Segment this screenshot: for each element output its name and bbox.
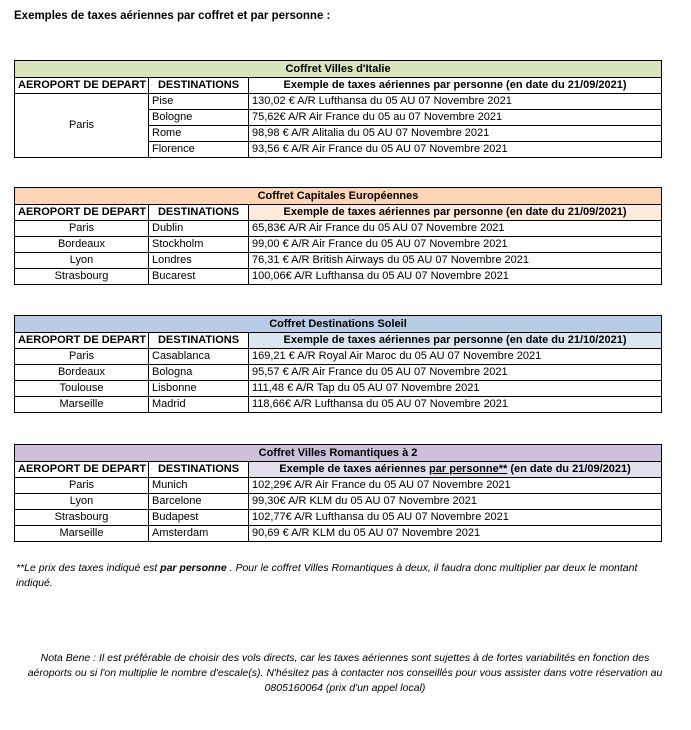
departure-cell: Strasbourg [15, 269, 149, 285]
destination-cell: Casablanca [149, 349, 249, 365]
tax-cell: 98,98 € A/R Alitalia du 05 AU 07 Novembre 2021 [249, 126, 662, 142]
table-title: Coffret Destinations Soleil [15, 316, 662, 333]
destination-cell: Budapest [149, 510, 249, 526]
tax-cell: 169,21 € A/R Royal Air Maroc du 05 AU 07 Novembre 2021 [249, 349, 662, 365]
table-title: Coffret Capitales Européennes [15, 188, 662, 205]
col-example: Exemple de taxes aériennes par personne (en date du 21/09/2021) [249, 78, 662, 94]
col-departure: AEROPORT DE DEPART [15, 78, 149, 94]
table-row [15, 478, 662, 494]
col-example [249, 462, 662, 478]
footnote-bold: par personne [160, 562, 227, 574]
tax-cell: 111,48 € A/R Tap du 05 AU 07 Novembre 2021 [249, 381, 662, 397]
departure-cell: Paris [15, 221, 149, 237]
table-capitales [14, 187, 662, 285]
departure-cell: Lyon [15, 494, 149, 510]
col-destinations: DESTINATIONS [149, 462, 249, 478]
footnote [16, 561, 666, 591]
destination-cell: Madrid [149, 397, 249, 413]
tax-cell: 76,31 € A/R British Airways du 05 AU 07 Novembre 2021 [249, 253, 662, 269]
table-row [15, 397, 662, 413]
example-header-underlined: par personne** [429, 463, 508, 475]
col-destinations: DESTINATIONS [149, 333, 249, 349]
footnote-post: . Pour le coffret Villes Romantiques à deux, il faudra donc multiplier par deux le montant indiqué. [16, 562, 638, 589]
col-departure: AEROPORT DE DEPART [15, 333, 149, 349]
tax-cell: 93,56 € A/R Air France du 05 AU 07 Novembre 2021 [249, 142, 662, 158]
intro-heading: Exemples de taxes aériennes par coffret et par personne : [14, 10, 331, 22]
destination-cell: Rome [149, 126, 249, 142]
table-row [15, 269, 662, 285]
table-title: Coffret Villes d'Italie [15, 61, 662, 78]
table-row [15, 494, 662, 510]
destination-cell: Bologne [149, 110, 249, 126]
departure-cell: Lyon [15, 253, 149, 269]
tax-cell: 99,30€ A/R KLM du 05 AU 07 Novembre 2021 [249, 494, 662, 510]
departure-cell: Marseille [15, 397, 149, 413]
table-row [15, 94, 662, 110]
col-destinations: DESTINATIONS [149, 78, 249, 94]
tax-cell: 130,02 € A/R Lufthansa du 05 AU 07 Novembre 2021 [249, 94, 662, 110]
destination-cell: Dublin [149, 221, 249, 237]
destination-cell: Munich [149, 478, 249, 494]
tax-cell: 65,83€ A/R Air France du 05 AU 07 Novembre 2021 [249, 221, 662, 237]
table-row [15, 253, 662, 269]
example-header-pre: Exemple de taxes aériennes [279, 463, 430, 475]
col-example: Exemple de taxes aériennes par personne (en date du 21/09/2021) [249, 205, 662, 221]
destination-cell: Pise [149, 94, 249, 110]
table-soleil [14, 315, 662, 413]
table-row [15, 381, 662, 397]
example-header-post: (en date du 21/09/2021) [507, 463, 631, 475]
departure-cell: Toulouse [15, 381, 149, 397]
tax-cell: 75,62€ A/R Air France du 05 au 07 Novembre 2021 [249, 110, 662, 126]
departure-cell: Paris [15, 94, 149, 158]
destination-cell: Londres [149, 253, 249, 269]
col-departure: AEROPORT DE DEPART [15, 205, 149, 221]
nota-bene: Nota Bene : Il est préférable de choisir des vols directs, car les taxes aériennes sont sujettes à de fortes variabilités en fonction des aéroports ou si l'on multiplie le nombre d'escale(s). N'hésitez pas à contacter nos conseillés pour vous assister dans votre réservation au 0805160064 (prix d'un appel local) [27, 652, 663, 694]
destination-cell: Lisbonne [149, 381, 249, 397]
footnote-pre: **Le prix des taxes indiqué est [16, 562, 161, 574]
tax-cell: 100,06€ A/R Lufthansa du 05 AU 07 Novembre 2021 [249, 269, 662, 285]
table-row [15, 237, 662, 253]
col-destinations: DESTINATIONS [149, 205, 249, 221]
col-departure: AEROPORT DE DEPART [15, 462, 149, 478]
table-row [15, 349, 662, 365]
table-italie [14, 60, 662, 158]
tax-cell: 90,69 € A/R KLM du 05 AU 07 Novembre 2021 [249, 526, 662, 542]
departure-cell: Paris [15, 478, 149, 494]
tax-cell: 118,66€ A/R Lufthansa du 05 AU 07 Novembre 2021 [249, 397, 662, 413]
tax-cell: 102,29€ A/R Air France du 05 AU 07 Novembre 2021 [249, 478, 662, 494]
departure-cell: Marseille [15, 526, 149, 542]
departure-cell: Bordeaux [15, 365, 149, 381]
tax-cell: 102,77€ A/R Lufthansa du 05 AU 07 Novembre 2021 [249, 510, 662, 526]
destination-cell: Stockholm [149, 237, 249, 253]
departure-cell: Strasbourg [15, 510, 149, 526]
col-example: Exemple de taxes aériennes par personne (en date du 21/10/2021) [249, 333, 662, 349]
table-romantiques [14, 444, 662, 542]
table-row [15, 510, 662, 526]
destination-cell: Bologna [149, 365, 249, 381]
tax-cell: 95,57 € A/R Air France du 05 AU 07 Novembre 2021 [249, 365, 662, 381]
table-row [15, 221, 662, 237]
table-row [15, 526, 662, 542]
departure-cell: Bordeaux [15, 237, 149, 253]
table-title: Coffret Villes Romantiques à 2 [15, 445, 662, 462]
destination-cell: Bucarest [149, 269, 249, 285]
table-row [15, 365, 662, 381]
tax-cell: 99,00 € A/R Air France du 05 AU 07 Novembre 2021 [249, 237, 662, 253]
destination-cell: Amsterdam [149, 526, 249, 542]
destination-cell: Florence [149, 142, 249, 158]
departure-cell: Paris [15, 349, 149, 365]
destination-cell: Barcelone [149, 494, 249, 510]
